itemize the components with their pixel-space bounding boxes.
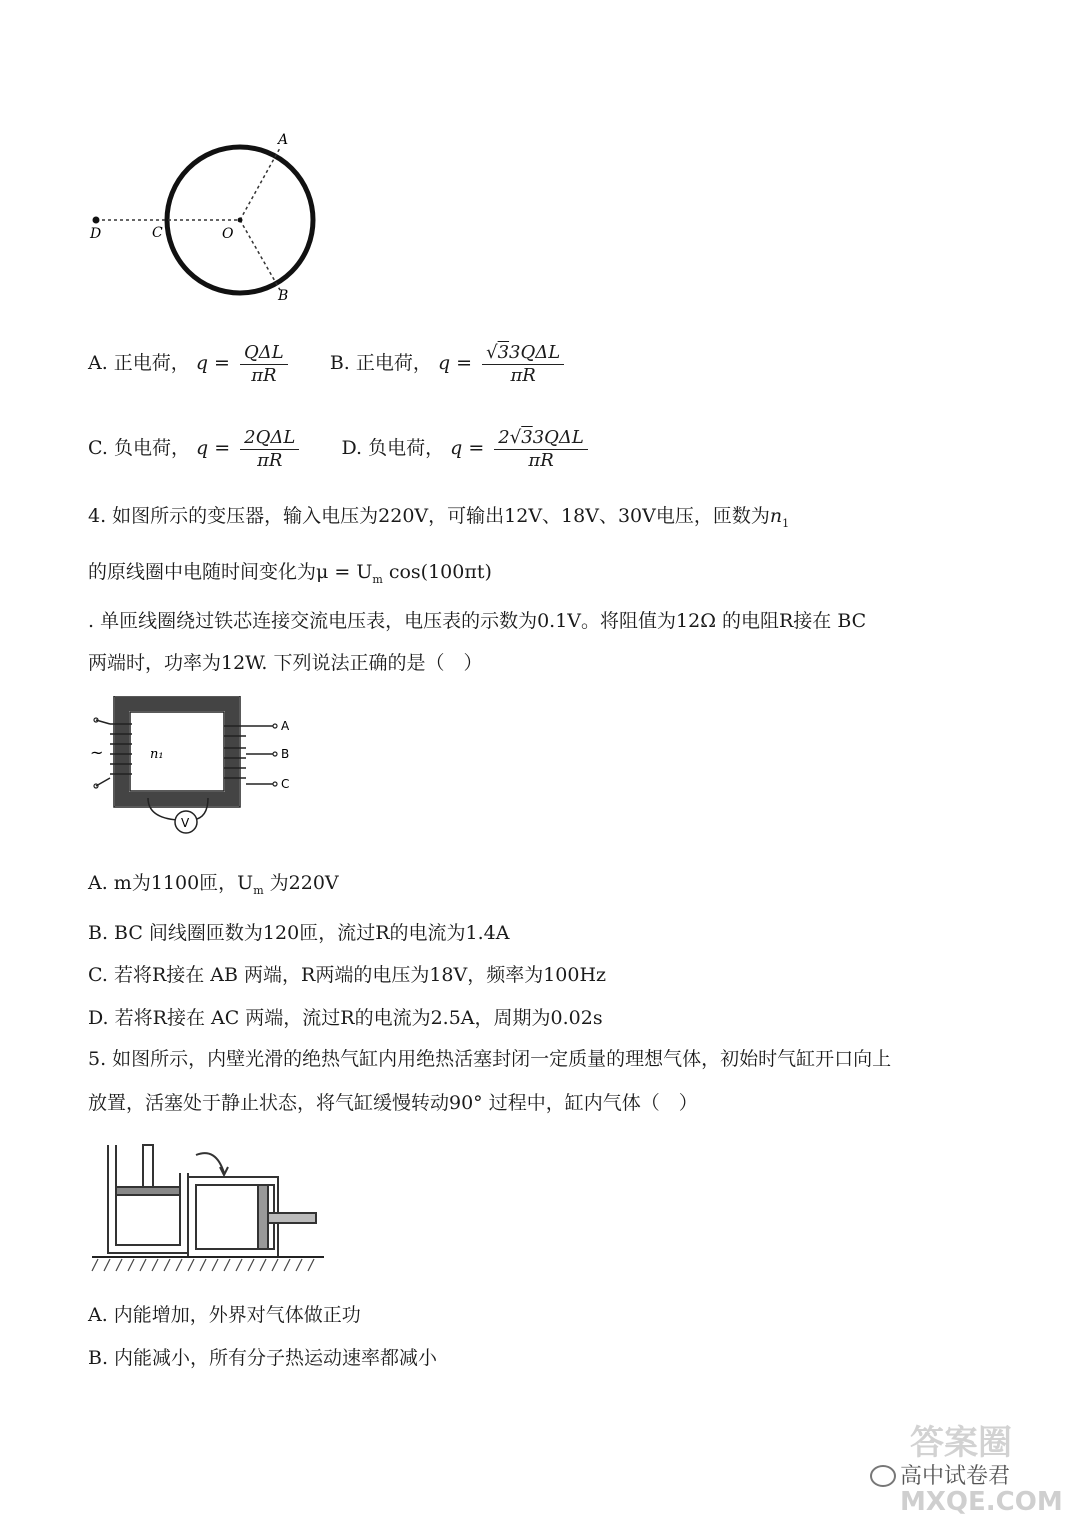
fraction-numerator-rest: 3QΔL (509, 341, 561, 363)
label-b: B (278, 288, 289, 304)
fraction-denominator: πR (510, 364, 536, 386)
q4-option-d (88, 1005, 603, 1031)
watermark-logo-text: 答案圈 (910, 1423, 1012, 1463)
um-subscript: m (372, 572, 383, 586)
transformer-diagram (88, 696, 308, 844)
n1-symbol: n (769, 505, 783, 527)
fraction-numerator: √33QΔL (482, 342, 564, 365)
q4-option-b (88, 920, 509, 946)
q5-option-a-text: A. 内能增加，外界对气体做正功 (88, 1304, 361, 1326)
q3-option-d-fraction (494, 427, 588, 472)
q4-stem-text: 4. 如图所示的变压器，输入电压为220V，可输出12V、18V、30V电压，匝数为 (88, 505, 770, 527)
fraction-denominator: πR (257, 449, 283, 471)
q-equals: q = (195, 352, 230, 374)
q4-stem-text: 的原线圈中电随时间变化为μ = U (88, 561, 373, 583)
fraction-numerator-rest: 3QΔL (532, 426, 584, 448)
q3-option-d-label: D. 负电荷， (341, 437, 445, 459)
sqrt-radicand: 3 (521, 426, 533, 448)
q4-stem-text: 两端时，功率为12W. 下列说法正确的是（ ） (88, 652, 483, 674)
q5-option-b-text: B. 内能减小，所有分子热运动速率都减小 (88, 1347, 438, 1369)
q4-option-c-text: C. 若将R接在 AB 两端，R两端的电压为18V，频率为100Hz (88, 964, 607, 986)
q3-option-a-fraction (240, 342, 288, 387)
q5-stem-text: 5. 如图所示，内壁光滑的绝热气缸内用绝热活塞封闭一定质量的理想气体，初始时气缸开口向上 (88, 1048, 892, 1070)
terminal-c-label: C (281, 777, 290, 791)
voltmeter-label: V (181, 816, 190, 830)
q4-option-c (88, 962, 606, 988)
q5-stem-text: 放置，活塞处于静止状态，将气缸缓慢转动90° 过程中，缸内气体（ ） (88, 1092, 698, 1114)
terminal-b-label: B (281, 747, 290, 761)
q4-option-b-text: B. BC 间线圈匝数为120匝，流过R的电流为1.4A (88, 922, 510, 944)
watermark (870, 1415, 1070, 1520)
q3-option-c-d (88, 425, 592, 472)
watermark-account-name: 高中试卷君 (900, 1464, 1011, 1489)
q4-stem-text: . 单匝线圈绕过铁芯连接交流电压表，电压表的示数为0.1V。将阻值为12Ω 的电阻R接在 BC (88, 610, 867, 632)
q5-option-a (88, 1302, 361, 1328)
watermark-site: MXQE.COM (900, 1487, 1063, 1517)
q3-option-c-label: C. 负电荷， (88, 437, 190, 459)
q3-option-b-label: B. 正电荷， (329, 352, 432, 374)
wechat-icon (870, 1465, 896, 1487)
q4-option-d-text: D. 若将R接在 AC 两端，流过R的电流为2.5A，周期为0.02s (88, 1007, 603, 1029)
um-subscript: m (253, 883, 264, 897)
q4-option-a-text: 为220V (263, 872, 339, 894)
q3-option-c-fraction (240, 427, 299, 472)
label-c: C (152, 225, 163, 241)
q3-option-b-fraction (482, 342, 564, 387)
fraction-numerator: 2QΔL (240, 427, 299, 450)
q4-option-a (88, 870, 339, 904)
cylinder-diagram (88, 1135, 328, 1285)
circle-charge-diagram (80, 120, 340, 320)
label-o: O (222, 226, 234, 242)
q4-stem-text: cos(100πt) (382, 561, 492, 583)
sqrt-radicand: 3 (497, 341, 510, 363)
q3-option-a-label: A. 正电荷， (88, 352, 190, 374)
q5-stem-line1 (88, 1046, 891, 1072)
fraction-numerator: 2√33QΔL (494, 427, 588, 450)
fraction-denominator: πR (528, 449, 554, 471)
fraction-numerator: QΔL (240, 342, 288, 365)
label-a: A (278, 132, 289, 148)
q4-stem-line4 (88, 650, 482, 676)
q4-stem-line2 (88, 559, 492, 593)
q5-stem-line2 (88, 1090, 698, 1116)
coef: 2 (498, 426, 510, 448)
q-equals: q = (437, 352, 473, 374)
q4-option-a-text: A. m为1100匝，U (88, 872, 254, 894)
q-equals: q = (196, 437, 231, 459)
core-n1-label: n₁ (150, 747, 164, 762)
q5-option-b (88, 1345, 437, 1371)
terminal-a-label: A (281, 719, 290, 733)
label-d: D (90, 226, 102, 242)
q4-stem-line3 (88, 608, 866, 634)
q-equals: q = (450, 437, 485, 459)
n1-subscript: 1 (782, 516, 790, 530)
fraction-denominator: πR (251, 364, 277, 386)
q3-option-a-b (88, 340, 568, 387)
q4-stem-line1 (88, 503, 789, 537)
tilde-label: ~ (90, 743, 104, 762)
